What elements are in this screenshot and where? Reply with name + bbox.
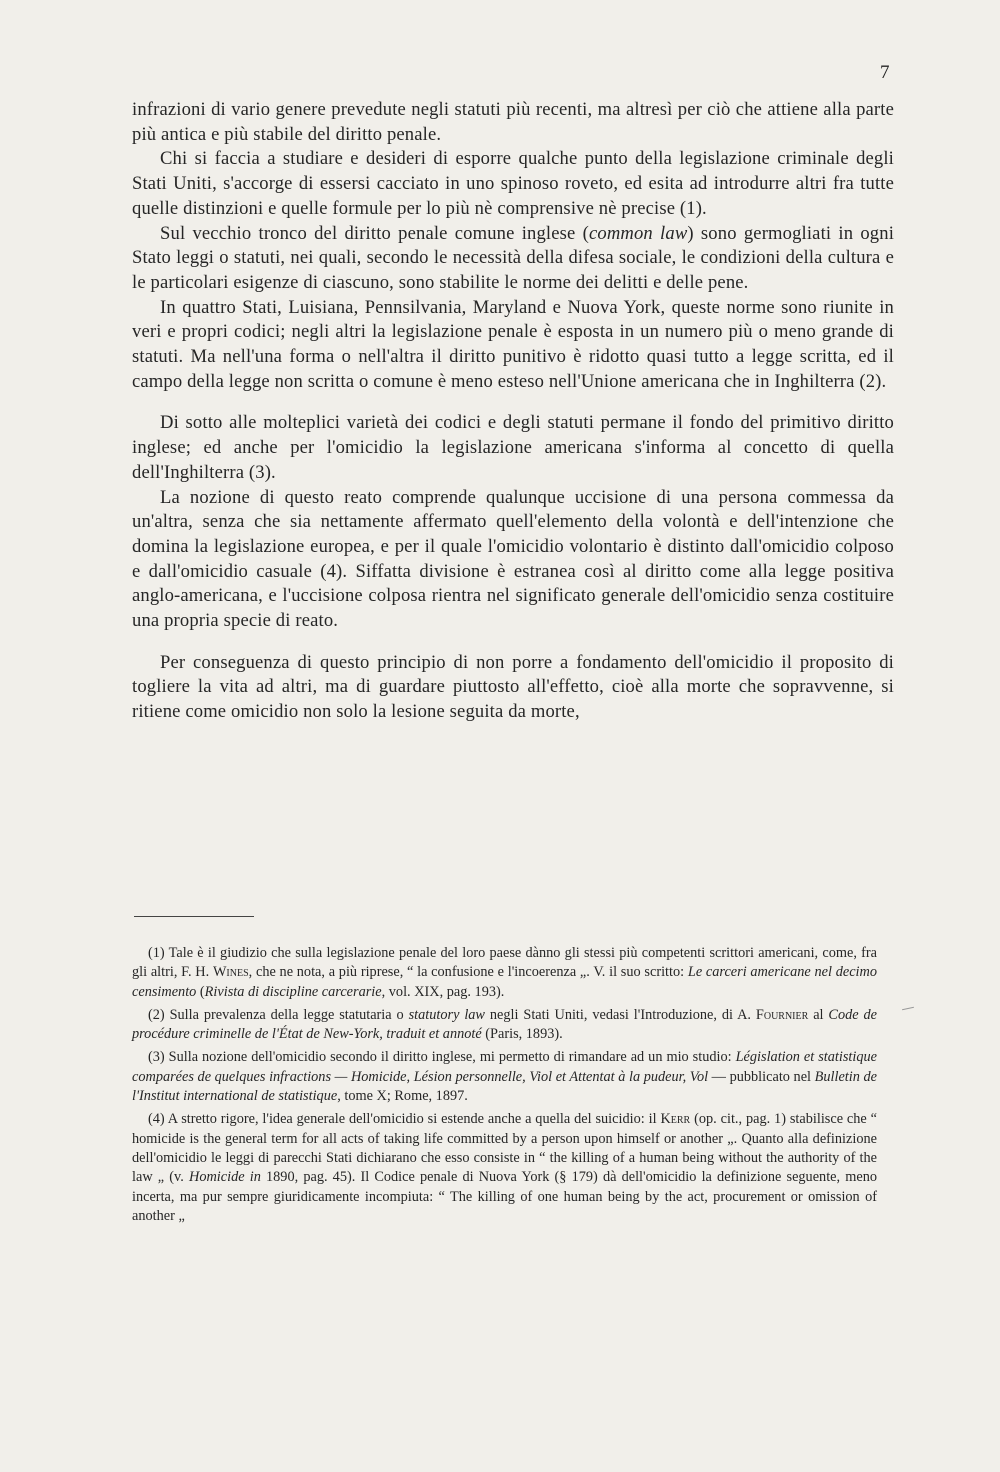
paragraph-codes: In quattro Stati, Luisiana, Pennsilvania, Maryland e Nuova York, queste norme sono riunite in veri e propri codici; negli altri la legislazione penale è esposta in un numero più o meno grande di statuti. Ma nell'una forma o nell'altra il diritto punitivo è ridotto quasi tutto a legge scritta, ed il campo della legge non scritta o comune è meno esteso nell'Unione americana che in Inghilterra (2). xyxy=(132,296,894,392)
paragraph-common-law: Sul vecchio tronco del diritto penale comune inglese (common law) sono germogliati in ogni Stato leggi o statuti, nei quali, secondo le necessità della difesa sociale, le condizioni della cultura e le particolari esigenze di ciascuno, sono stabilite le norme dei delitti e delle pene. xyxy=(132,222,895,293)
footnotes xyxy=(132,944,877,1230)
paragraph-consequence: Per conseguenza di questo principio di non porre a fondamento dell'omicidio il proposito di togliere la vita ad altri, ma di guardare piuttosto all'effetto, cioè alla morte che sopravvenne, si ritiene come omicidio non solo la lesione seguita da morte, xyxy=(132,651,894,723)
paragraph-continuation: infrazioni di vario genere prevedute negli statuti più recenti, ma altresì per ciò che attiene alla parte più antica e più stabile del diritto penale. xyxy=(132,99,894,145)
footnote-1: (1) Tale è il giudizio che sulla legislazione penale del loro paese dànno gli stessi più competenti scrittori americani, come, fra gli altri, F. H. Wines, che ne nota, a più riprese, “ la confusione e l'incoerenza „. V. il suo scritto: Le carceri americane nel decimo censimento (Rivista di discipline carcerarie, vol. XIX, pag. 193). xyxy=(132,945,877,1000)
paragraph-varieties: Di sotto alle molteplici varietà dei codici e degli statuti permane il fondo del primitivo diritto inglese; ed anche per l'omicidio la legislazione americana s'informa al concetto di quella dell'Inghilterra (3). xyxy=(132,412,894,483)
paragraph-notion: La nozione di questo reato comprende qualunque uccisione di una persona commessa da un'altra, senza che sia nettamente affermato quell'elemento della volontà e dell'intenzione che domina la legislazione europea, e per il quale l'omicidio volontario è distinto dall'omicidio colposo e dall'omicidio casuale (4). Siffatta divisione è estranea così al diritto come alla legge positiva anglo-americana, e l'uccisione colposa rientra nel significato generale dell'omicidio senza costituire una propria specie di reato. xyxy=(132,486,894,632)
italic-term: common law xyxy=(588,222,688,244)
paragraph-legislation: Chi si faccia a studiare e desideri di esporre qualche punto della legislazione criminale degli Stati Uniti, s'accorge di essersi cacciato in uno spinoso roveto, ed esita ad introdurre altri fra tutte quelle distinzioni e quelle formule per lo più nè comprensive nè precise (1). xyxy=(132,148,894,219)
page-number: 7 xyxy=(880,62,890,83)
footnote-2: (2) Sulla prevalenza della legge statutaria o statutory law negli Stati Uniti, vedasi l'Introduzione, di A. Fournier al Code de procédure criminelle de l'État de New-York, traduit et annoté (Paris, 1893). xyxy=(132,1006,877,1043)
footnote-4: (4) A stretto rigore, l'idea generale dell'omicidio si estende anche a quella del suicidio: il Kerr (op. cit., pag. 1) stabilisce che “ homicide is the general term for all acts of taking life committed by a person upon himself or another „. Quanto alla definizione dell'omicidio le leggi di parecchi Stati dichiarano che esso consiste in “ the killing of a human being without the authority of the law „ (v. Homicide in 1890, pag. 45). Il Codice penale di Nuova York (§ 179) dà dell'omicidio la definizione seguente, meno incerta, ma pur sempre giuridicamente incompiuta: “ The killing of one human being by the act, procurement or omission of another „ xyxy=(132,1111,878,1224)
margin-mark xyxy=(902,1007,914,1010)
footnote-separator xyxy=(134,916,254,917)
body-text xyxy=(132,98,894,725)
footnote-3: (3) Sulla nozione dell'omicidio secondo il diritto inglese, mi permetto di rimandare ad un mio studio: Législation et statistique comparées de quelques infractions — Homicide, Lésion personnelle, Viol et Attentat à la pudeur, Vol — pubblicato nel Bulletin de l'Institut international de statistique, tome X; Rome, 1897. xyxy=(132,1049,877,1105)
